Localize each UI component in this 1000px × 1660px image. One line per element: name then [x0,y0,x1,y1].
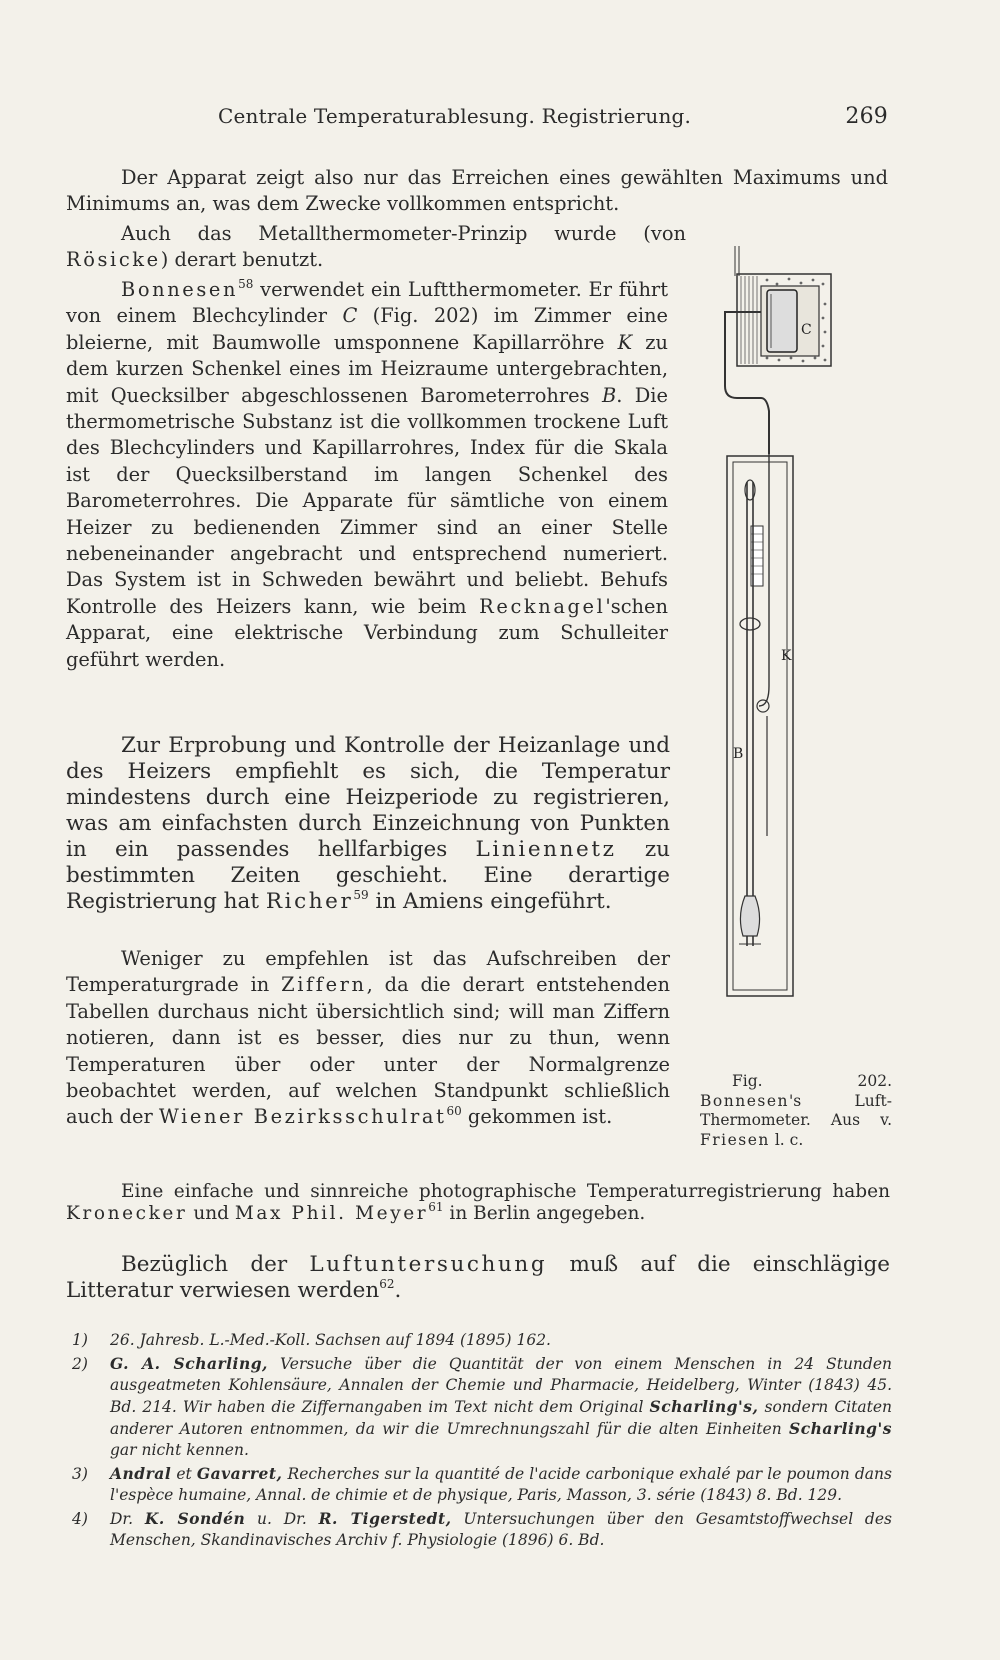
text: Auch das Metallthermometer-Prinzip wurde (von [121,222,686,245]
figure-caption [700,1072,892,1150]
footnote-number: 3) [72,1465,88,1483]
text: 'schen Apparat, eine elektrische Verbindung zum Schulleiter geführt werden. [66,594,668,671]
text: l. c. [769,1130,804,1149]
footnote-ref: 60 [446,1103,462,1118]
spaced-term: Luftuntersuchung [309,1252,548,1277]
footnotes [72,1330,892,1553]
footnote-ref: 62 [379,1276,395,1291]
author-name: Andral [110,1464,172,1483]
text: . Die thermometrische Substanz ist die vollkommen trockene Luft des Blechcylinders und Kapillarrohres, Index für die Skala ist der Quecksilberstand im langen Schenkel des Barometerrohres. Die Apparate für sämtliche von einem Heizer zu bedienenden Zimmer sind an einer Stelle nebeneinander angebracht und entsprechend numeriert. Das System ist in Schweden bewährt und beliebt. Behufs Kontrolle des Heizers kann, wie beim [66,383,668,618]
figure-202-drawing [733,246,877,1016]
footnote-ref: 59 [353,887,369,902]
text: . [394,1278,402,1303]
footnote-text: gar nicht kennen. [110,1441,249,1459]
text: Weniger zu empfehlen ist das Aufschreiben der Temperaturgrade in [66,947,670,997]
person-name: Rösicke [66,248,161,272]
text: in Amiens eingeführt. [368,889,612,914]
running-title: Centrale Temperaturablesung. Registrierung. [218,104,692,128]
person-name: Friesen [700,1130,770,1149]
author-name: Scharling's [789,1419,892,1438]
author-name: Scharling's, [649,1397,759,1416]
footnote-ref: 61 [428,1199,444,1214]
author-name: G. A. Scharling, [110,1354,268,1373]
footnote-text: Versuche über die Quantität der von einem Menschen in 24 Stunden ausgeatmeten Kohlensäure, Annalen der Chemie und Pharmacie, Heidelberg, Winter (1843) 45. Bd. 214. Wir haben die Ziffernangaben im Text nicht dem Original [110,1355,892,1416]
text: zu bestimmten Zeiten geschieht. Eine derartige Registrierung hat [66,837,670,914]
text: Zur Erprobung und Kontrolle der Heizanlage und des Heizers empfiehlt es sich, die Temperatur mindestens durch eine Heizperiode zu registrieren, was am einfachsten durch Einzeichnung von Punkten in ein passendes hellfarbiges [66,733,670,862]
person-name: Recknagel [479,594,606,618]
page-number: 269 [845,104,888,129]
text: und [187,1203,235,1224]
footnote-text: Untersuchungen über den Gesamtstoffwechsel des Menschen, Skandinavisches Archiv f. Physiologie (1896) 6. Bd. [110,1510,892,1549]
figure-label-K: K [781,648,792,664]
person-name: Kronecker [66,1203,188,1224]
figure-label-B: B [733,746,744,762]
author-name: K. Sondén [144,1509,246,1528]
footnote-2 [72,1353,892,1461]
text: verwendet ein Luftthermometer. Er führt von einem Blechcylinder [66,278,668,328]
paragraph-3 [66,277,668,673]
person-name: Max Phil. Meyer [234,1203,429,1224]
paragraph-1-text: Der Apparat zeigt also nur das Erreichen eines gewählten Maximums und Minimums an, was dem Zwecke vollkommen entspricht. [66,166,888,216]
text: Fig. 202. [732,1072,892,1090]
text: in Berlin angegeben. [443,1203,646,1224]
footnote-4 [72,1508,892,1551]
footnote-ref: 58 [238,276,254,291]
symbol-B: B [601,383,617,407]
person-name: Bonnesen [700,1091,789,1110]
footnote-number: 2) [72,1355,88,1373]
footnote-text: sondern Citaten anderer Autoren entnommen, da wir die Umrechnungszahl für die alten Einheiten [110,1398,893,1438]
spaced-term: Liniennetz [475,837,617,862]
paragraph-6 [66,1181,890,1225]
author-name: R. Tigerstedt, [318,1509,452,1528]
text: gekommen ist. [461,1105,613,1129]
text: muß auf die einschlägige Litteratur verwiesen werden [66,1252,890,1303]
symbol-C: C [342,304,358,328]
paragraph-7 [66,1252,890,1304]
footnote-number: 1) [72,1331,88,1349]
footnote-text: Recherches sur la quantité de l'acide carbonique exhalé par le poumon dans l'espèce humaine, Annal. de chimie et de physique, Paris, Masson, 3. série (1843) 8. Bd. 129. [110,1465,892,1504]
paragraph-1 [66,165,888,218]
footnote-1 [72,1330,892,1351]
spaced-term: Ziffern [281,973,367,997]
paragraph-4 [66,733,670,915]
footnote-text: et [171,1465,197,1483]
text: Bezüglich der [121,1252,310,1277]
text: , da die derart entstehenden Tabellen durchaus nicht übersichtlich sind; will man Ziffern notieren, dann ist es besser, dies nur zu thun, wenn Temperaturen über oder unter der Normalgrenze beobachtet werden, auf welchen Standpunkt schließlich auch der [66,973,670,1129]
paragraph-5 [66,946,670,1131]
footnote-3 [72,1463,892,1506]
paragraph-2 [66,221,686,274]
symbol-K: K [617,330,633,354]
text: (Fig. 202) im Zimmer eine bleierne, mit Baumwolle umsponnene Kapillarröhre [66,304,668,354]
text: zu dem kurzen Schenkel eines im Heizraume untergebrachten, mit Quecksilber abgeschlossenen Barometerrohres [66,330,668,407]
footnote-text: Dr. [110,1510,145,1528]
spaced-term: Wiener Bezirksschulrat [158,1105,447,1129]
person-name: Richer [265,889,354,914]
text: Eine einfache und sinnreiche photographische Temperaturregistrierung haben [121,1181,890,1202]
footnote-number: 4) [72,1510,88,1528]
person-name: Bonnesen [121,278,239,301]
footnote-text: u. Dr. [245,1510,319,1528]
author-name: Gavarret, [196,1464,283,1483]
text: 's Luft-Thermometer. Aus v. [700,1091,892,1129]
figure-label-C: C [801,322,812,338]
text: ) derart benutzt. [160,248,324,272]
footnote-text: 26. Jahresb. L.-Med.-Koll. Sachsen auf 1894 (1895) 162. [110,1331,551,1349]
